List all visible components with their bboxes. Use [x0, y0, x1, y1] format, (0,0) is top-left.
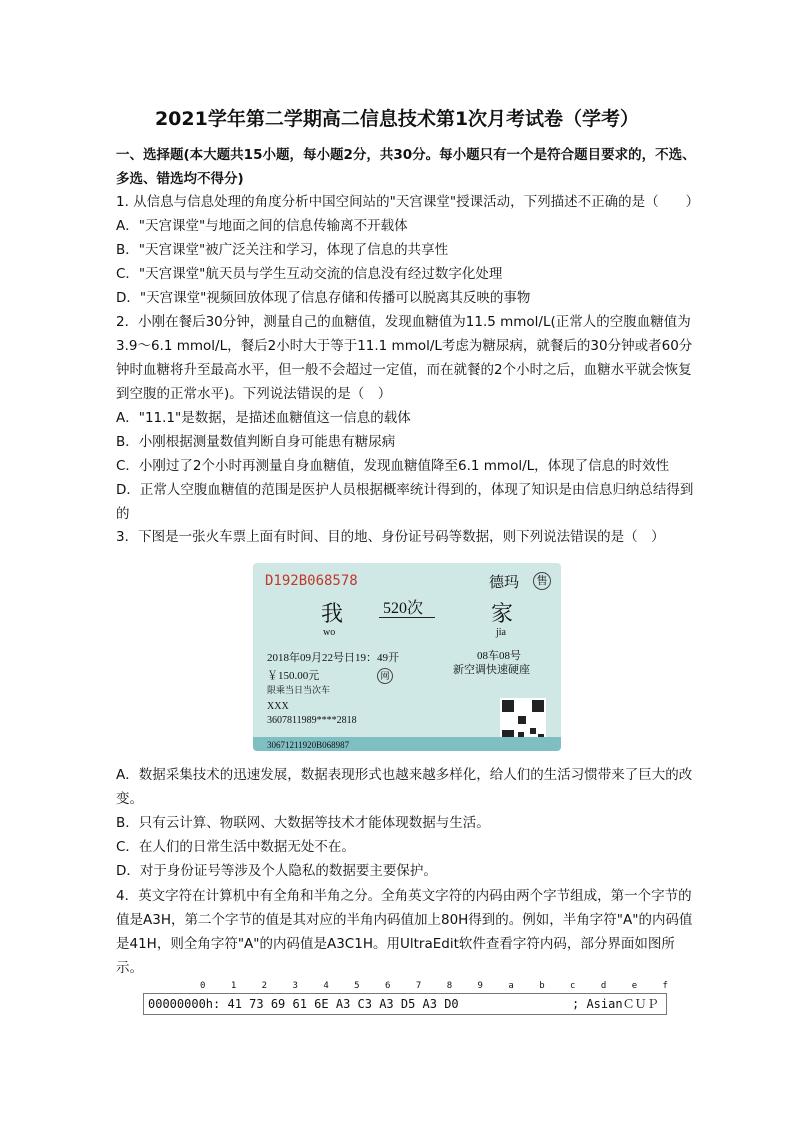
- page-title: 2021学年第二学期高二信息技术第1次月考试卷（学考）: [154, 108, 640, 130]
- question-3-stem: 3．下图是一张火车票上面有时间、目的地、身份证号码等数据，则下列说法错误的是（ ）: [116, 529, 665, 545]
- ticket-bottom-code: 30671211920B068987: [267, 740, 350, 750]
- ticket-to-pinyin: jia: [496, 627, 506, 638]
- option-a: A．数据采集技术的迅速发展，数据表现形式也越来越多样化，给人们的生活习惯带来了巨大的改变。: [116, 767, 693, 807]
- ticket-note: 限乘当日当次车: [267, 685, 331, 695]
- question-4-stem: 4．英文字符在计算机中有全角和半角之分。全角英文字符的内码由两个字节组成，第一个字节的值是A3H，第二个字节的值是其对应的半角内码值加上80H得到的。例如，半角字符"A"的内码值是41H，则全角字符"A"的内码值是A3C1H。用UltraEdit软件查看字符内码，部分界面如图所示。: [116, 888, 693, 976]
- option-b: B．只有云计算、物联网、大数据等技术才能体现数据与生活。: [116, 815, 490, 831]
- hex-editor-row: [143, 993, 667, 1015]
- ticket-datetime: 2018年09月22号日19：49开: [267, 652, 399, 664]
- ticket-price: ￥150.00元: [267, 670, 320, 682]
- option-b: B．小刚根据测量数值判断自身可能患有糖尿病: [116, 434, 396, 450]
- ticket-seat-type: 新空调快速硬座: [453, 664, 530, 676]
- ticket-origin-station: 德玛: [489, 575, 520, 591]
- ticket-sell-mark: 售: [533, 572, 551, 590]
- ticket-train-no: 520次: [383, 600, 424, 617]
- option-d: D．"天宫课堂"视频回放体现了信息存储和传播可以脱离其反映的事物: [116, 290, 531, 306]
- question-stem: 2．小刚在餐后30分钟，测量自己的血糖值，发现血糖值为11.5 mmol/L(正常人的空腹血糖值为3.9～6.1 mmol/L，餐后2小时大于等于11.1 mmol/L考虑为糖尿病，就餐后的30分钟或者60分钟时血糖将升至最高水平，但一般不会超过一定值，而在就餐的2个小时之后，血糖水平就会恢复到空腹的正常水平)。下列说法错误的是（ ）: [116, 314, 693, 402]
- hex-bytes: 00000000h: 41 73 69 61 6E A3 C3 A3 D5 A3 D0: [148, 997, 459, 1011]
- section-heading: 一、选择题(本大题共15小题，每小题2分，共30分。每小题只有一个是符合题目要求的，不选、多选、错选均不得分): [116, 147, 696, 187]
- question-2: [116, 310, 700, 526]
- ticket-serial: D192B068578: [265, 573, 358, 589]
- ticket-name: XXX: [267, 701, 289, 712]
- ticket-seat: 08车08号: [477, 650, 521, 662]
- question-3-options: [116, 763, 700, 883]
- train-ticket-image: [253, 563, 561, 751]
- option-c: C．"天宫课堂"航天员与学生互动交流的信息没有经过数字化处理: [116, 266, 503, 282]
- question-stem: 1. 从信息与信息处理的角度分析中国空间站的"天宫课堂"授课活动，下列描述不正确的是（ ）: [116, 194, 700, 210]
- question-1: [116, 190, 700, 310]
- option-c: C．小刚过了2个小时再测量自身血糖值，发现血糖值降至6.1 mmol/L，体现了信息的时效性: [116, 458, 670, 474]
- hex-column-header: 0 1 2 3 4 5 6 7 8 9 a b c d e f: [200, 981, 678, 991]
- ticket-to: 家: [491, 601, 514, 626]
- option-d: D．对于身份证号等涉及个人隐私的数据要主要保护。: [116, 863, 437, 879]
- ticket-from-pinyin: wo: [323, 627, 336, 638]
- option-b: B．"天宫课堂"被广泛关注和学习，体现了信息的共享性: [116, 242, 449, 258]
- option-d: D．正常人空腹血糖值的范围是医护人员根据概率统计得到的，体现了知识是由信息归纳总结得到的: [116, 482, 694, 522]
- option-c: C．在人们的日常生活中数据无处不在。: [116, 839, 355, 855]
- ticket-from: 我: [321, 601, 344, 626]
- option-a: A．"天宫课堂"与地面之间的信息传输离不开载体: [116, 218, 408, 234]
- hex-text: ; AsianＣＵＰ: [572, 997, 659, 1011]
- ticket-arrow: [379, 617, 435, 618]
- ticket-id-number: 3607811989****2818: [267, 715, 357, 726]
- option-a: A．"11.1"是数据，是描述血糖值这一信息的载体: [116, 410, 411, 426]
- ticket-net-mark: 网: [377, 668, 393, 684]
